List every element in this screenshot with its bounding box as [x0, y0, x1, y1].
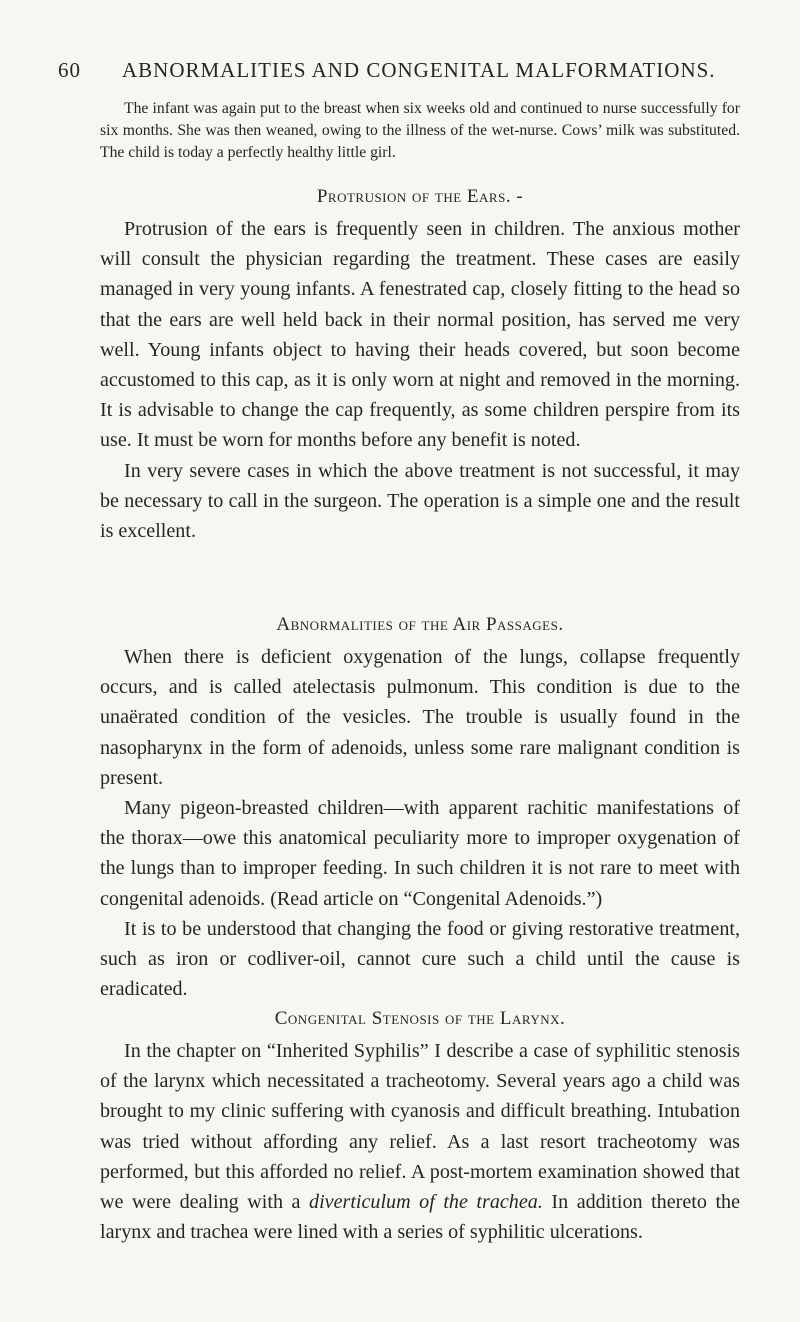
larynx-text-part-2: In addition thereto the larynx and trachea were lined with a series of syphilitic ulcerations. [100, 1191, 740, 1244]
section-ears-body [100, 214, 740, 546]
section-air-body [100, 642, 740, 1004]
page-number: 60 [58, 58, 81, 82]
larynx-emphasis: diverticulum of the trachea. [309, 1191, 543, 1214]
ears-paragraph-1: Protrusion of the ears is frequently seen in children. The anxious mother will consult the physician regarding the treatment. These cases are easily managed in very young infants. A fenestrated cap, closely fitting to the head so that the ears are well held back in their normal position, has served me very well. Young infants object to having their heads covered, but soon become accustomed to this cap, as it is only worn at night and removed in the morning. It is advisable to change the cap frequently, as some children perspire from its use. It must be worn for months before any benefit is noted. [100, 218, 740, 452]
air-paragraph-3: It is to be understood that changing the food or giving restorative treatment, such as iron or codliver-oil, cannot cure such a child until the cause is eradicated. [100, 917, 740, 1001]
section-larynx-body [100, 1036, 740, 1247]
running-title: ABNORMALITIES AND CONGENITAL MALFORMATIONS. [122, 58, 716, 82]
intro-paragraph-text: The infant was again put to the breast when six weeks old and continued to nurse successfully for six months. She was then weaned, owing to the illness of the wet-nurse. Cows’ milk was substituted. The child is today a perfectly healthy little girl. [100, 100, 740, 161]
section-heading-air-passages: Abnormalities of the Air Passages. [276, 614, 564, 635]
running-head [58, 58, 742, 88]
intro-paragraph [100, 98, 740, 164]
larynx-text-part-1: In the chapter on “Inherited Syphilis” I describe a case of syphilitic stenosis of the larynx which necessitated a tracheotomy. Several years ago a child was brought to my clinic suffering with cyanosis and difficult breathing. Intubation was tried without affording any relief. As a last resort tracheotomy was performed, but this afforded no relief. A post-mortem examination showed that we were dealing with a [100, 1040, 740, 1214]
larynx-paragraph-1 [100, 1036, 740, 1247]
section-heading-larynx: Congenital Stenosis of the Larynx. [274, 1008, 566, 1029]
section-heading-ears: Protrusion of the Ears. - [316, 186, 524, 207]
air-paragraph-2: Many pigeon-breasted children—with apparent rachitic manifestations of the thorax—owe this anatomical peculiarity more to improper oxygenation of the lungs than to improper feeding. In such children it is not rare to meet with congenital adenoids. (Read article on “Congenital Adenoids.”) [100, 797, 740, 910]
ears-paragraph-2: In very severe cases in which the above treatment is not successful, it may be necessary to call in the surgeon. The operation is a simple one and the result is excellent. [100, 459, 740, 543]
air-paragraph-1: When there is deficient oxygenation of the lungs, collapse frequently occurs, and is called atelectasis pulmonum. This condition is due to the unaërated condition of the vesicles. The trouble is usually found in the nasopharynx in the form of adenoids, unless some rare malignant condition is present. [100, 646, 740, 789]
